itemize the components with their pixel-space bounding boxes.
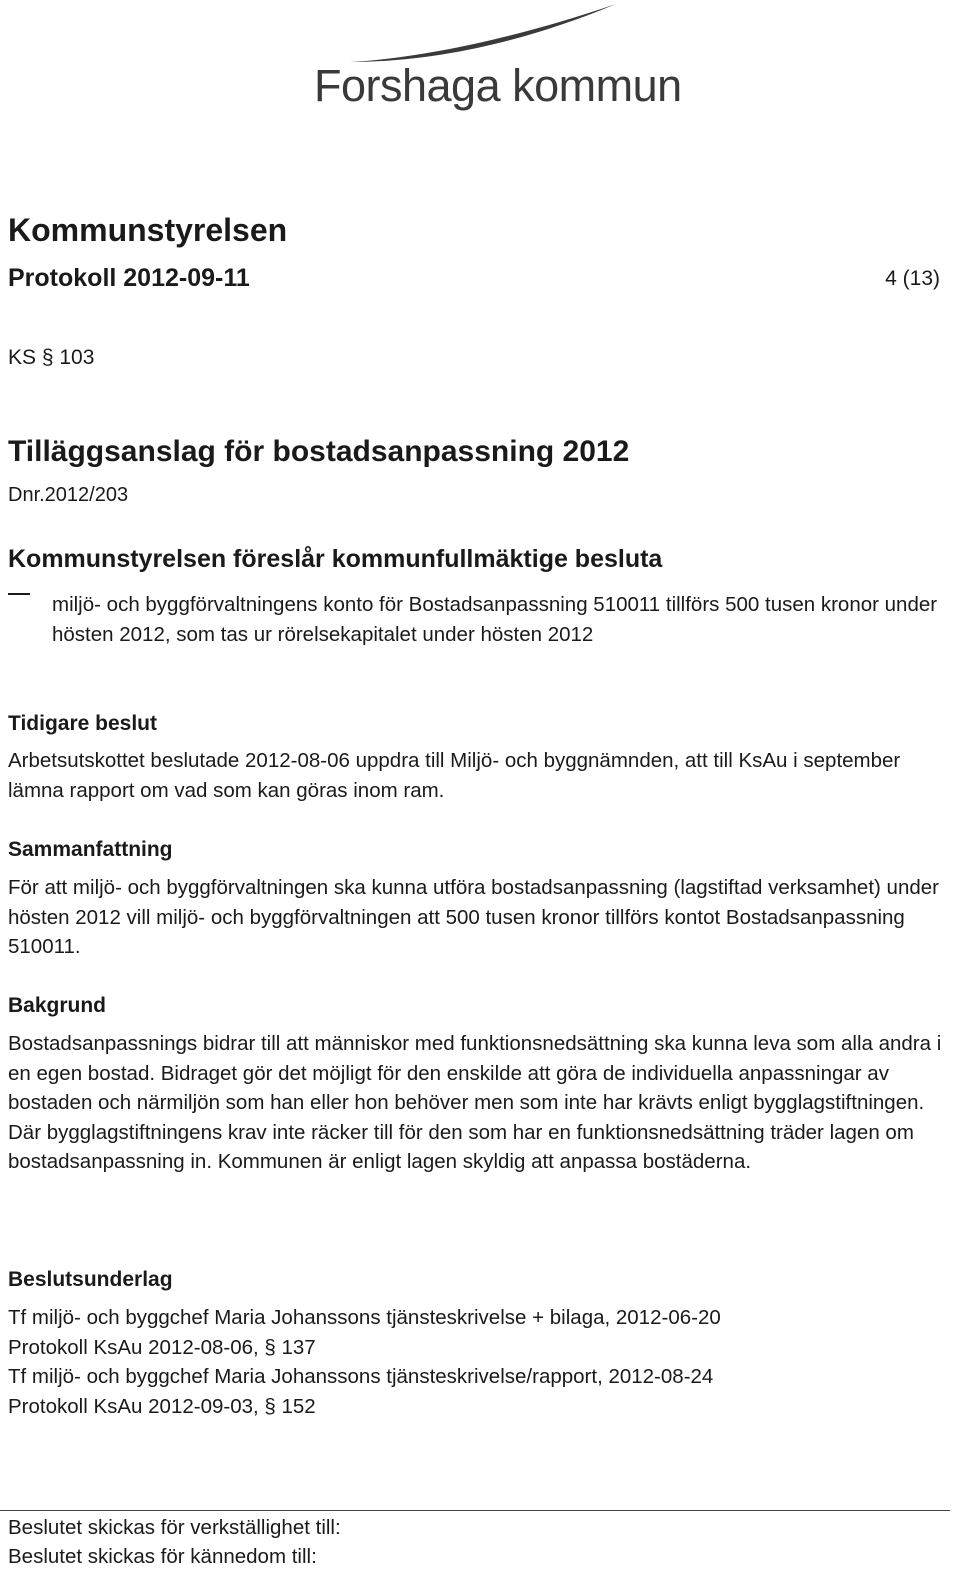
list-item: Tf miljö- och byggchef Maria Johanssons tjänsteskrivelse/rapport, 2012-08-24 (8, 1365, 714, 1388)
diary-number: Dnr.2012/203 (8, 484, 129, 506)
list-item: Protokoll KsAu 2012-09-03, § 152 (8, 1394, 316, 1418)
proposal-heading: Kommunstyrelsen föreslår kommunfullmäktige besluta (8, 545, 663, 573)
page-number: 4 (13) (885, 267, 940, 290)
list-dash-icon (8, 593, 30, 595)
logo-text: Forshaga kommun (314, 60, 682, 111)
previous-decision-heading: Tidigare beslut (8, 712, 157, 735)
summary-heading: Sammanfattning (8, 838, 173, 861)
background-text: Bostadsanpassnings bidrar till att människor med funktionsnedsättning ska kunna leva som alla andra i en egen bostad. Bidraget gör det möjligt för den enskilde att göra de individuella anpassningar av bostaden och närmiljön som han eller hon behöver men som inte har krävts enligt bygglagstiftningen. Där bygglagstiftningens krav inte räcker till för den som har en funktionsnedsättning träder lagen om bostadsanpassning in. Kommunen är enligt lagen skyldig att anpassa bostäderna. (8, 1032, 942, 1173)
proposal-item: miljö- och byggförvaltningens konto för Bostadsanpassning 510011 tillförs 500 tusen kronor under hösten 2012, som tas ur rörelsekapitalet under hösten 2012 (52, 593, 938, 646)
decision-basis-heading: Beslutsunderlag (8, 1268, 173, 1291)
background-heading: Bakgrund (8, 994, 107, 1017)
protocol-heading: Protokoll 2012-09-11 (8, 264, 250, 292)
sent-for-information: Beslutet skickas för kännedom till: (8, 1545, 317, 1568)
organization-heading: Kommunstyrelsen (8, 212, 288, 248)
summary-text: För att miljö- och byggförvaltningen ska kunna utföra bostadsanpassning (lagstiftad verksamhet) under hösten 2012 vill miljö- och byggförvaltningen att 500 tusen kronor tillförs kontot Bostadsanpassning 510011. (8, 876, 939, 958)
sent-for-execution: Beslutet skickas för verkställighet till: (8, 1516, 341, 1539)
list-item: Tf miljö- och byggchef Maria Johanssons tjänsteskrivelse + bilaga, 2012-06-20 (8, 1306, 721, 1329)
previous-decision-text: Arbetsutskottet beslutade 2012-08-06 uppdra till Miljö- och byggnämnden, att till KsAu i september lämna rapport om vad som kan göras inom ram. (8, 749, 901, 802)
paragraph-reference: KS § 103 (8, 346, 95, 369)
forshaga-kommun-logo (310, 0, 682, 118)
list-item: Protokoll KsAu 2012-08-06, § 137 (8, 1335, 316, 1359)
footer-divider (0, 1510, 950, 1511)
matter-title: Tilläggsanslag för bostadsanpassning 2012 (8, 435, 630, 468)
decision-basis-list (8, 1303, 948, 1421)
